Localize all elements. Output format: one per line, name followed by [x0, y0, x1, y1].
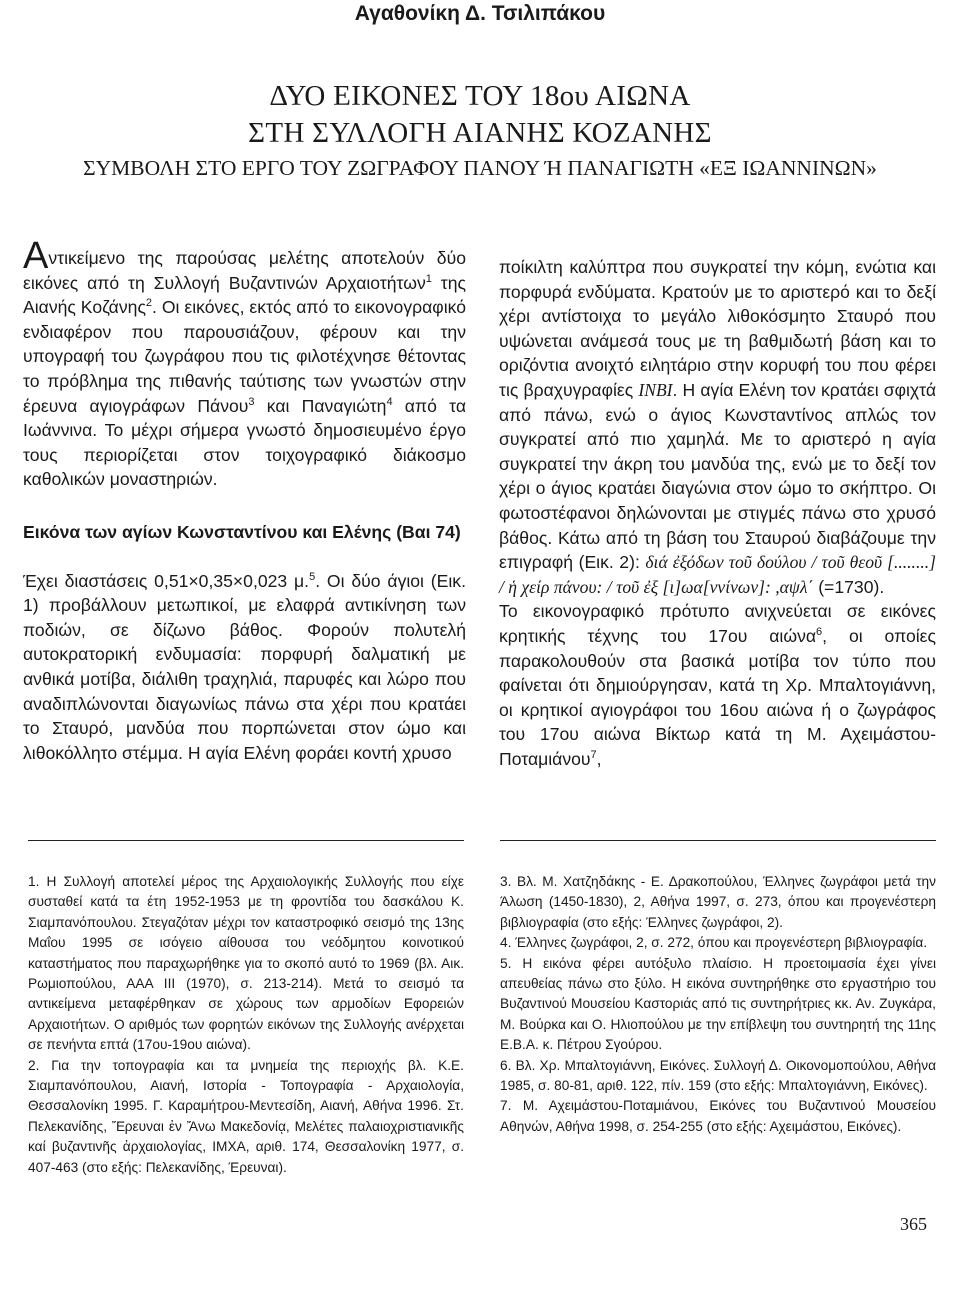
body-column-right: [499, 255, 936, 771]
iconography-paragraph: [499, 599, 936, 771]
iconography-text: Το εικονογραφικό πρότυπο ανιχνεύεται σε εικόνες κρητικής τέχνης του 17ου αιώνα: [499, 601, 936, 646]
footnote-6: 6. Βλ. Χρ. Μπαλτογιάννη, Εικόνες. Συλλογή Δ. Οικονομοπούλου, Αθήνα 1985, σ. 80-81, αριθ. 122, πίν. 159 (στο εξής: Μπαλτογιάννη, Εικόνες).: [500, 1057, 936, 1094]
intro-text: της Αιανής Κοζάνης: [23, 272, 466, 318]
footnote-ref-7[interactable]: 7: [590, 748, 597, 761]
description-text: Έχει διαστάσεις 0,51×0,35×0,023 μ.: [23, 570, 310, 591]
intro-text: και Παναγιώτη: [254, 395, 387, 416]
footnote-ref-1[interactable]: 1: [425, 272, 432, 285]
iconography-text: ,: [596, 748, 602, 769]
description-text: (=1730).: [813, 576, 885, 597]
inscription-abbrev: INBI: [638, 379, 673, 400]
intro-text: ντικείμενο της παρούσας μελέτης αποτελούν δύο εικόνες από τη Συλλογή Βυζαντινών Αρχαιοτήτων: [23, 248, 466, 293]
footnotes-right: [500, 872, 936, 1137]
footnote-separator-left: [28, 840, 464, 841]
inscription-text: διά ἐξόδων τοῦ δούλου / τοῦ θεοῦ [........] / ἡ χείρ πάνου: / τοῦ ἐξ [ι]ωα[ννίνων]: ,αψλ΄: [499, 552, 936, 597]
description-paragraph-part-2: [499, 255, 936, 599]
description-paragraph-part-1: [23, 569, 466, 766]
intro-text: . Οι εικόνες, εκτός από το εικονογραφικό ενδιαφέρον που παρουσιάζουν, φέρουν και την υπογραφή του ζωγράφου που τις φιλοτέχνησε θέτοντας το πρόβλημα της πιθανής ταύτισης των γνωστών στην έρευνα αγιογράφων Πάνου: [23, 297, 466, 416]
drop-cap: Α: [23, 235, 49, 277]
footnote-3: 3. Βλ. Μ. Χατζηδάκης - Ε. Δρακοπούλου, Έλληνες ζωγράφοι μετά την Άλωση (1450-1830), 2, Αθήνα 1997, σ. 273, όπου και προγενέστερη βιβλιογραφία (στο εξής: Έλληνες ζωγράφοι, 2).: [500, 874, 936, 930]
author-header: Αγαθονίκη Δ. Τσιλιπάκου: [354, 2, 606, 25]
article-subtitle: ΣΥΜΒΟΛΗ ΣΤΟ ΕΡΓΟ ΤΟΥ ΖΩΓΡΑΦΟΥ ΠΑΝΟΥ Ή ΠΑΝΑΓΙΩΤΗ «ΕΞ ΙΩΑΝΝΙΝΩΝ»: [83, 156, 877, 180]
intro-text: από τα Ιωάννινα. Το μέχρι σήμερα γνωστό δημοσιευμένο έργο τους περιορίζεται στον τοιχογραφικό διάκοσμο καθολικών μοναστηριών.: [23, 395, 466, 490]
article-title-line-1: ΔΥΟ ΕΙΚΟΝΕΣ ΤΟΥ 18ου ΑΙΩΝΑ: [269, 80, 691, 112]
footnote-ref-6[interactable]: 6: [816, 625, 823, 638]
footnote-ref-4[interactable]: 4: [386, 395, 393, 408]
footnote-4: 4. Έλληνες ζωγράφοι, 2, σ. 272, όπου και προγενέστερη βιβλιογραφία.: [500, 935, 928, 951]
footnote-1: 1. Η Συλλογή αποτελεί μέρος της Αρχαιολογικής Συλλογής που είχε συσταθεί κατά τα έτη 1952-1953 με τη φροντίδα του δασκάλου Κ. Σιαμπανόπουλου. Στεγαζόταν μέχρι τον καταστροφικό σεισμό της 13ης Μαΐου 1995 σε ισόγειο αίθουσα του νεόδμητου κοινοτικού καταστήματος που παραχωρήθηκε για το σκοπό αυτό το 1969 (βλ. Αικ. Ρωμιοπούλου, ΑΑΑ ΙΙΙ (1970), σ. 213-214). Μετά το σεισμό τα αντικείμενα μεταφέρθηκαν σε χώρους των αρμοδίων Εφορειών Αρχαιοτήτων. Ο αριθμός των φορητών εικόνων της Συλλογής ανέρχεται σε πενήντα επτά (17ου-19ου αιώνα).: [28, 874, 464, 1053]
body-column-left: [23, 235, 466, 765]
footnote-ref-3[interactable]: 3: [248, 395, 255, 408]
page-number: 365: [900, 1214, 927, 1234]
footnote-2: 2. Για την τοπογραφία και τα μνημεία της περιοχής βλ. Κ.Ε. Σιαμπανόπουλου, Αιανή, Ιστορία - Τοπογραφία - Αρχαιολογία, Θεσσαλονίκη 1995. Γ. Καραμήτρου-Μεντεσίδη, Αιανή, Αθήνα 1996. Στ. Πελεκανίδης, Ἔρευναι ἐν Ἄνω Μακεδονίᾳ, Μελέτες παλαιοχριστιανικῆς καί βυζαντινῆς ἀρχαιολογίας, ΙΜΧΑ, αριθ. 174, Θεσσαλονίκη 1977, σ. 407-463 (στο εξής: Πελεκανίδης, Έρευναι).: [28, 1057, 464, 1175]
intro-paragraph: [23, 235, 466, 492]
iconography-text: , οι οποίες παρακολουθούν στα βασικά μοτίβα τον τύπο που φαίνεται ότι δημιούργησαν, κατά τη Χρ. Μπαλτογιάννη, οι κρητικοί αγιογράφοι του 16ου αιώνα ή ο ζωγράφος του 17ου αιώνα Βίκτωρ κατά τη Μ. Αχειμάστου-Ποταμιάνου: [499, 625, 936, 769]
footnote-ref-5[interactable]: 5: [309, 570, 316, 583]
footnote-separator-right: [500, 840, 936, 841]
description-text: . Η αγία Ελένη τον κρατάει σφιχτά από πάνω, ενώ ο άγιος Κωνσταντίνος απλώς τον συγκρατεί από πιο χαμηλά. Με το αριστερό η αγία συγκρατεί την άκρη του μανδύα της, ενώ με το δεξί τον χέρι ο άγιος κρατάει διαγώνια στον ώμο το σκήπτρο. Οι φωτοστέφανοι δηλώνονται με στιγμές πάνω στο χρυσό βάθος. Κάτω από τη βάση του Σταυρού διαβάζουμε την επιγραφή (Εικ. 2):: [499, 379, 936, 573]
footnote-ref-2[interactable]: 2: [145, 297, 153, 310]
description-text: . Οι δύο άγιοι (Εικ. 1) προβάλλουν μετωπικοί, με ελαφρά αντικίνηση των ποδιών, σε δίζωνο βάθος. Φορούν πολυτελή αυτοκρατορική ενδυμασία: πορφυρή δαλματική με ανθικά μοτίβα, διάλιθη τραχηλιά, παρυφές και λώρο που αναδιπλώνονται διαγωνίως πάνω στα χέρι που κρατάει το Σταυρό, μανδύα που πορπώνεται στον ώμο και λιθοκόλλητο στέμμα. Η αγία Ελένη φοράει κοντή χρυσο: [23, 570, 466, 763]
footnote-7: 7. Μ. Αχειμάστου-Ποταμιάνου, Εικόνες του Βυζαντινού Μουσείου Αθηνών, Αθήνα 1998, σ. 254-255 (στο εξής: Αχειμάστου, Εικόνες).: [500, 1098, 936, 1134]
description-text: ποίκιλτη καλύπτρα που συγκρατεί την κόμη, ενώτια και πορφυρά ενδύματα. Κρατούν με το αριστερό και το δεξί χέρι αντίστοιχα το μεγάλο λιθοκόσμητο Σταυρό που υψώνεται ανάμεσά τους με τη βαθμιδωτή βάση και το οριζόντια ανοιχτό ειλητάριο στην κορυφή του που φέρει τις βραχυγραφίες: [499, 257, 936, 400]
section-heading: Εικόνα των αγίων Κωνσταντίνου και Ελένης (Βαι 74): [23, 521, 461, 542]
article-title-line-2: ΣΤΗ ΣΥΛΛΟΓΗ ΑΙΑΝΗΣ ΚΟΖΑΝΗΣ: [248, 117, 712, 149]
footnote-5: 5. Η εικόνα φέρει αυτόξυλο πλαίσιο. Η προετοιμασία έχει γίνει απευθείας πάνω στο ξύλο. Η εικόνα συντηρήθηκε στο εργαστήριο του Βυζαντινού Μουσείου Καστοριάς από τις συντηρήτριες κκ. Αν. Ζυγκάρα, Μ. Βούρκα και Ο. Ηλιοπούλου με την επίβλεψη του συντηρητή της 11ης Ε.Β.Α. κ. Πέτρου Σγούρου.: [500, 955, 936, 1053]
footnotes-left: [28, 872, 464, 1178]
